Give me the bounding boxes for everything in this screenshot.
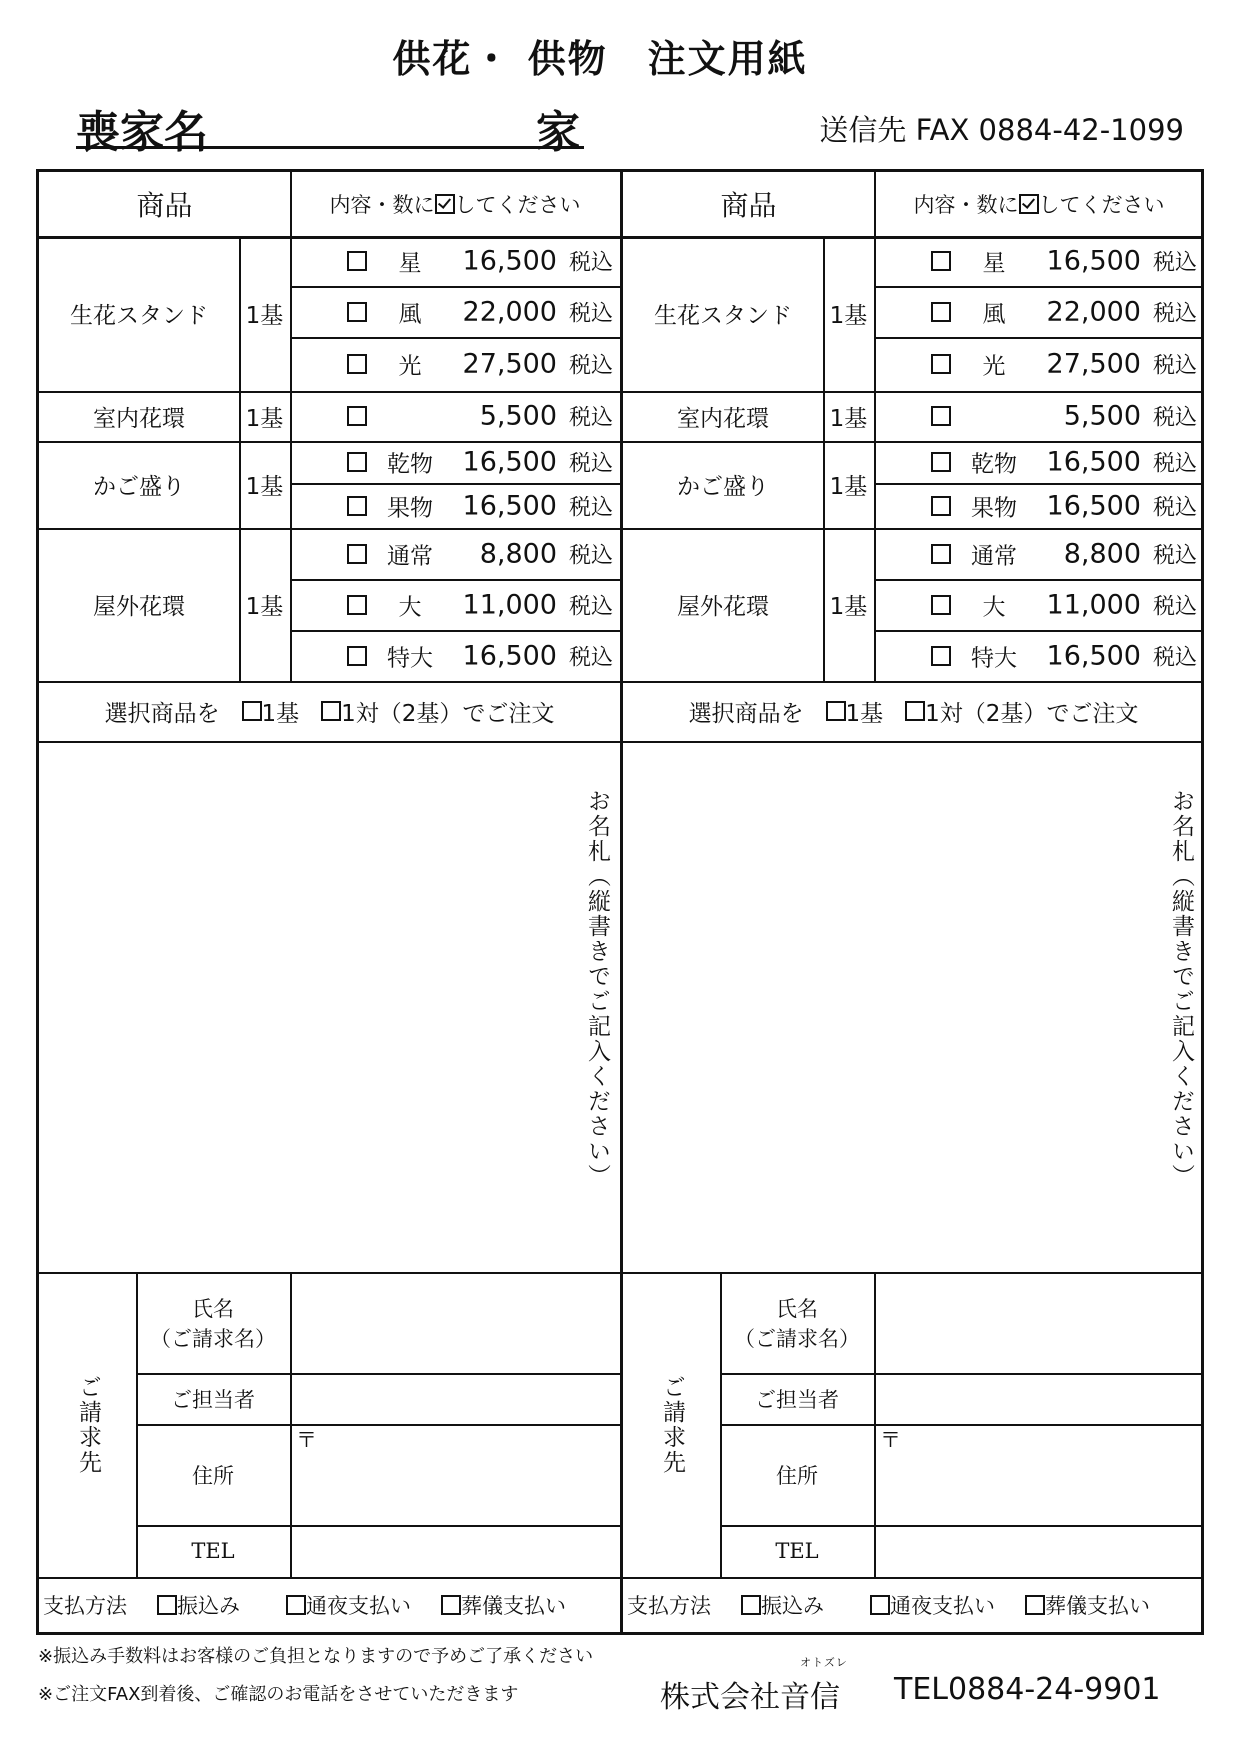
option-row[interactable]: 光 27,500 税込: [290, 337, 615, 391]
product-qty: 1基: [829, 474, 868, 500]
product-name: 室内花環: [93, 405, 185, 432]
product-qty: 1基: [245, 303, 284, 329]
option-row[interactable]: 果物 16,500 税込: [874, 483, 1199, 528]
option-row[interactable]: 通常 8,800 税込: [290, 528, 615, 579]
option-row[interactable]: 5,500 税込: [874, 391, 1199, 441]
checkbox[interactable]: [870, 1595, 890, 1615]
product-name: 屋外花環: [677, 594, 769, 620]
checkbox[interactable]: [931, 302, 951, 322]
product-qty: 1基: [245, 594, 284, 620]
checkbox[interactable]: [441, 1595, 461, 1615]
billing-address-field[interactable]: [874, 1424, 1204, 1525]
billing-contact-label: ご担当者: [755, 1387, 839, 1412]
product-name: 室内花環: [677, 405, 769, 432]
billing-label: ご請求先: [659, 1374, 685, 1475]
checkbox[interactable]: [347, 406, 367, 426]
nameplate-instruction: お名札（縦書きでご記入ください）: [584, 789, 610, 1189]
option-row[interactable]: 果物 16,500 税込: [290, 483, 615, 528]
product-name: 屋外花環: [93, 594, 185, 620]
billing-name-field[interactable]: [290, 1272, 620, 1373]
billing-name-label: 氏名 （ご請求名）: [150, 1296, 276, 1351]
product-qty: 1基: [245, 474, 284, 500]
checkbox[interactable]: [826, 701, 846, 721]
product-qty: 1基: [829, 405, 868, 432]
option-row[interactable]: 風 22,000 税込: [290, 286, 615, 337]
billing-tel-label: TEL: [775, 1539, 819, 1563]
billing-name-label: 氏名 （ご請求名）: [734, 1296, 860, 1351]
checkbox[interactable]: [931, 354, 951, 374]
product-name: 生花スタンド: [70, 303, 208, 329]
checkbox[interactable]: [931, 496, 951, 516]
checkbox[interactable]: [347, 544, 367, 564]
checkbox[interactable]: [931, 544, 951, 564]
billing-contact-field[interactable]: [290, 1373, 620, 1424]
product-name: 生花スタンド: [654, 303, 792, 329]
family-name-label: 喪家名: [76, 107, 208, 158]
option-row[interactable]: 特大 16,500 税込: [290, 630, 615, 681]
order-column-left: [39, 172, 620, 1632]
billing-address-label: 住所: [776, 1463, 818, 1488]
option-row[interactable]: 通常 8,800 税込: [874, 528, 1199, 579]
checkbox[interactable]: [347, 251, 367, 271]
option-row[interactable]: 特大 16,500 税込: [874, 630, 1199, 681]
payment-row: 支払方法 振込み 通夜支払い 葬儀支払い: [43, 1593, 566, 1618]
nameplate-area[interactable]: [623, 741, 1204, 1272]
billing-name-field[interactable]: [874, 1272, 1204, 1373]
postal-mark: 〒: [296, 1428, 317, 1452]
billing-tel-label: TEL: [191, 1539, 235, 1563]
product-qty: 1基: [829, 594, 868, 620]
billing-label: ご請求先: [75, 1374, 101, 1475]
checkbox[interactable]: [931, 646, 951, 666]
family-name-field[interactable]: [76, 96, 584, 158]
company-ruby: オトズレ: [800, 1656, 848, 1669]
billing-contact-label: ご担当者: [171, 1387, 255, 1412]
option-row[interactable]: 乾物 16,500 税込: [874, 441, 1199, 483]
product-name: かご盛り: [93, 474, 185, 500]
order-quantity-row: 選択商品を 1基 1対（2基）でご注文: [104, 700, 555, 727]
checkbox[interactable]: [347, 496, 367, 516]
checkbox[interactable]: [931, 452, 951, 472]
checkbox[interactable]: [931, 251, 951, 271]
option-row[interactable]: 星 16,500 税込: [290, 236, 615, 286]
checked-box-icon: [435, 194, 455, 214]
product-header: 商品: [136, 189, 193, 222]
checkbox[interactable]: [347, 354, 367, 374]
product-qty: 1基: [245, 405, 284, 432]
checkbox[interactable]: [741, 1595, 761, 1615]
nameplate-instruction: お名札（縦書きでご記入ください）: [1168, 789, 1194, 1189]
option-row[interactable]: 大 11,000 税込: [874, 579, 1199, 630]
checkbox[interactable]: [157, 1595, 177, 1615]
company-tel: TEL0884-24-9901: [894, 1672, 1161, 1707]
checkbox[interactable]: [905, 701, 925, 721]
option-row[interactable]: 光 27,500 税込: [874, 337, 1199, 391]
checkbox[interactable]: [931, 406, 951, 426]
footer-note-confirm: ※ご注文FAX到着後、ご確認のお電話をさせていただきます: [38, 1684, 519, 1705]
order-quantity-row: 選択商品を 1基 1対（2基）でご注文: [688, 700, 1139, 727]
billing-tel-field[interactable]: [290, 1525, 620, 1577]
checkbox[interactable]: [347, 646, 367, 666]
content-header: 内容・数に してください: [329, 193, 581, 217]
billing-address-label: 住所: [192, 1463, 234, 1488]
option-row[interactable]: 大 11,000 税込: [290, 579, 615, 630]
footer-note-fee: ※振込み手数料はお客様のご負担となりますので予めご了承ください: [38, 1646, 594, 1667]
billing-address-field[interactable]: [290, 1424, 620, 1525]
checkbox[interactable]: [242, 701, 262, 721]
billing-contact-field[interactable]: [874, 1373, 1204, 1424]
company-name: 株式会社音信: [660, 1680, 840, 1715]
payment-row: 支払方法 振込み 通夜支払い 葬儀支払い: [627, 1593, 1150, 1618]
nameplate-area[interactable]: [39, 741, 620, 1272]
fax-destination: 送信先 FAX 0884-42-1099: [819, 113, 1184, 147]
postal-mark: 〒: [880, 1428, 901, 1452]
checked-box-icon: [1019, 194, 1039, 214]
product-name: かご盛り: [677, 474, 769, 500]
family-suffix: 家: [536, 107, 580, 158]
content-header: 内容・数に してください: [913, 193, 1165, 217]
checkbox[interactable]: [347, 595, 367, 615]
checkbox[interactable]: [931, 595, 951, 615]
checkbox[interactable]: [347, 452, 367, 472]
order-form: [36, 169, 1204, 1635]
product-header: 商品: [720, 189, 777, 222]
form-title: 供花・ 供物 注文用紙: [392, 37, 808, 81]
checkbox[interactable]: [1025, 1595, 1045, 1615]
checkbox[interactable]: [286, 1595, 306, 1615]
billing-tel-field[interactable]: [874, 1525, 1204, 1577]
order-column-right: [623, 172, 1204, 1632]
product-qty: 1基: [829, 303, 868, 329]
option-row[interactable]: 星 16,500 税込: [874, 236, 1199, 286]
option-row[interactable]: 5,500 税込: [290, 391, 615, 441]
option-row[interactable]: 風 22,000 税込: [874, 286, 1199, 337]
checkbox[interactable]: [347, 302, 367, 322]
option-row[interactable]: 乾物 16,500 税込: [290, 441, 615, 483]
checkbox[interactable]: [321, 701, 341, 721]
